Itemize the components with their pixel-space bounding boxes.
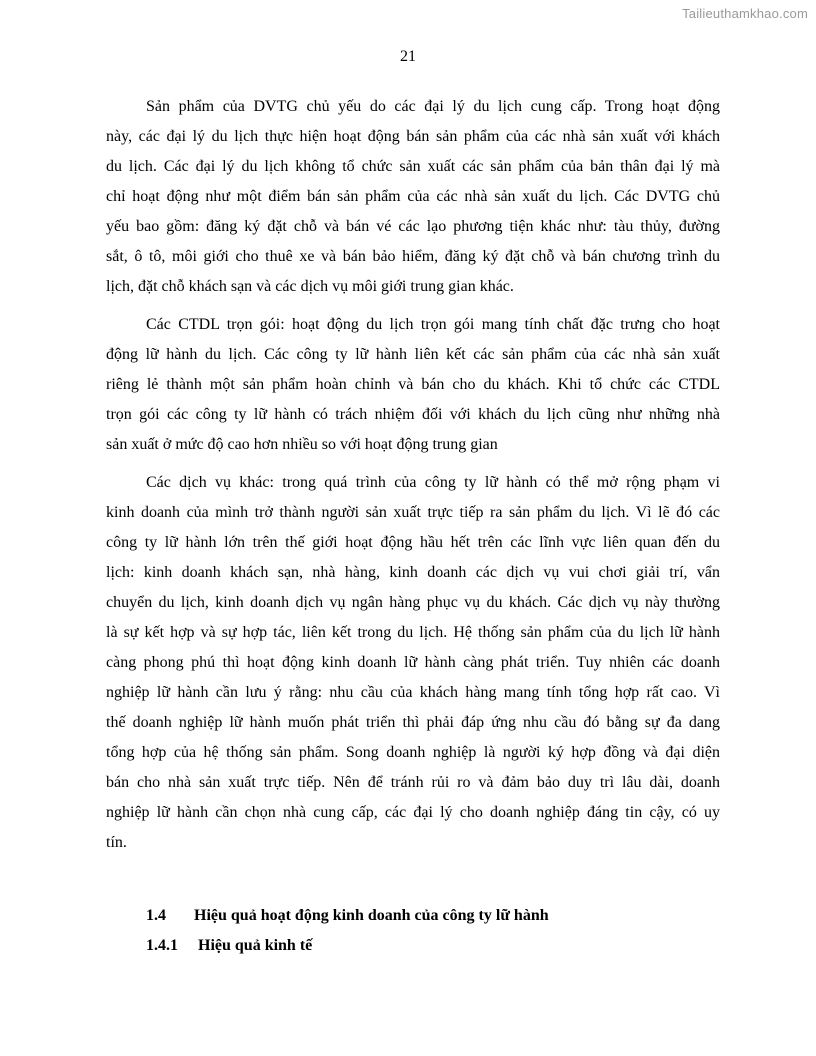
paragraph-intermediary-services (106, 92, 720, 302)
paragraph-line: công ty lữ hành lớn trên thế giới hoạt động hầu hết trên các lĩnh vực liên quan đến du (106, 534, 720, 551)
paragraph-line: riêng lẻ thành một sản phẩm hoàn chỉnh và bán cho du khách. Khi tổ chức các CTDL (106, 376, 720, 393)
paragraph-line: Các CTDL trọn gói: hoạt động du lịch trọn gói mang tính chất đặc trưng cho hoạt (146, 316, 720, 333)
paragraph-line: tín. (106, 834, 127, 851)
paragraph-line: yếu bao gồm: đăng ký đặt chỗ và bán vé các lạo phương tiện khác như: tàu thủy, đường (106, 218, 720, 235)
paragraph-line: càng phong phú thì hoạt động kinh doanh lữ hành càng phát triển. Tuy nhiên các doanh (106, 654, 720, 671)
section-heading-1-4-1 (146, 934, 312, 958)
paragraph-line: nghiệp lữ hành cần chọn nhà cung cấp, các đại lý cho doanh nghiệp đáng tin cậy, có uy (106, 804, 720, 821)
paragraph-line: chuyển du lịch, kinh doanh dịch vụ ngân hàng phục vụ du khách. Các dịch vụ này thường (106, 594, 720, 611)
section-title: Hiệu quả kinh tế (198, 937, 313, 954)
paragraph-line: này, các đại lý du lịch thực hiện hoạt động bán sản phẩm của các nhà sản xuất với khách (106, 128, 720, 145)
paragraph-line: nghiệp lữ hành cần lưu ý rằng: nhu cầu của khách hàng mang tính tổng hợp rất cao. Vì (106, 684, 720, 701)
paragraph-line: thế doanh nghiệp lữ hành muốn phát triển thì phải đáp ứng nhu cầu đó bằng sự đa dang (106, 714, 720, 731)
section-number: 1.4 (146, 907, 166, 924)
paragraph-line: sắt, ô tô, môi giới cho thuê xe và bán bảo hiểm, đăng ký đặt chỗ và bán chương trình du (106, 248, 720, 265)
paragraph-line: Các dịch vụ khác: trong quá trình của công ty lữ hành có thể mở rộng phạm vi (146, 474, 720, 491)
paragraph-other-services (106, 468, 720, 858)
paragraph-line: chỉ hoạt động như một điểm bán sản phẩm của các nhà sản xuất du lịch. Các DVTG chủ (106, 188, 720, 205)
section-title: Hiệu quả hoạt động kinh doanh của công ty lữ hành (194, 907, 549, 924)
section-heading-1-4 (146, 904, 549, 928)
paragraph-line: kinh doanh của mình trở thành người sản xuất trực tiếp ra sản phẩm du lịch. Vì lẽ đó các (106, 504, 720, 521)
paragraph-line: động lữ hành du lịch. Các công ty lữ hành liên kết các sản phẩm của các nhà sản xuất (106, 346, 720, 363)
paragraph-line: bán cho nhà sản xuất trực tiếp. Nên để tránh rủi ro và đảm bảo duy trì lâu dài, doanh (106, 774, 720, 791)
section-number: 1.4.1 (146, 937, 178, 954)
paragraph-line: Sản phẩm của DVTG chủ yếu do các đại lý du lịch cung cấp. Trong hoạt động (146, 98, 720, 115)
paragraph-line: trọn gói các công ty lữ hành có trách nhiệm đối với khách du lịch cũng như những nhà (106, 406, 720, 423)
page-number: 21 (400, 48, 416, 65)
paragraph-line: tổng hợp của hệ thống sản phẩm. Song doanh nghiệp là người ký hợp đồng và đại diện (106, 744, 720, 761)
paragraph-line: sản xuất ở mức độ cao hơn nhiều so với hoạt động trung gian (106, 436, 498, 453)
paragraph-line: lịch: kinh doanh khách sạn, nhà hàng, kinh doanh các dịch vụ vui chơi giải trí, vẩn (106, 564, 720, 581)
paragraph-package-tours (106, 310, 720, 460)
paragraph-line: là sự kết hợp và sự hợp tác, liên kết trong du lịch. Hệ thống sản phẩm của du lịch lữ hành (106, 624, 720, 641)
document-body (106, 92, 720, 866)
paragraph-line: lịch, đặt chỗ khách sạn và các dịch vụ môi giới trung gian khác. (106, 278, 514, 295)
watermark: Tailieuthamkhao.com (682, 6, 808, 21)
paragraph-line: du lịch. Các đại lý du lịch không tổ chức sản xuất các sản phẩm của bản thân đại lý mà (106, 158, 720, 175)
